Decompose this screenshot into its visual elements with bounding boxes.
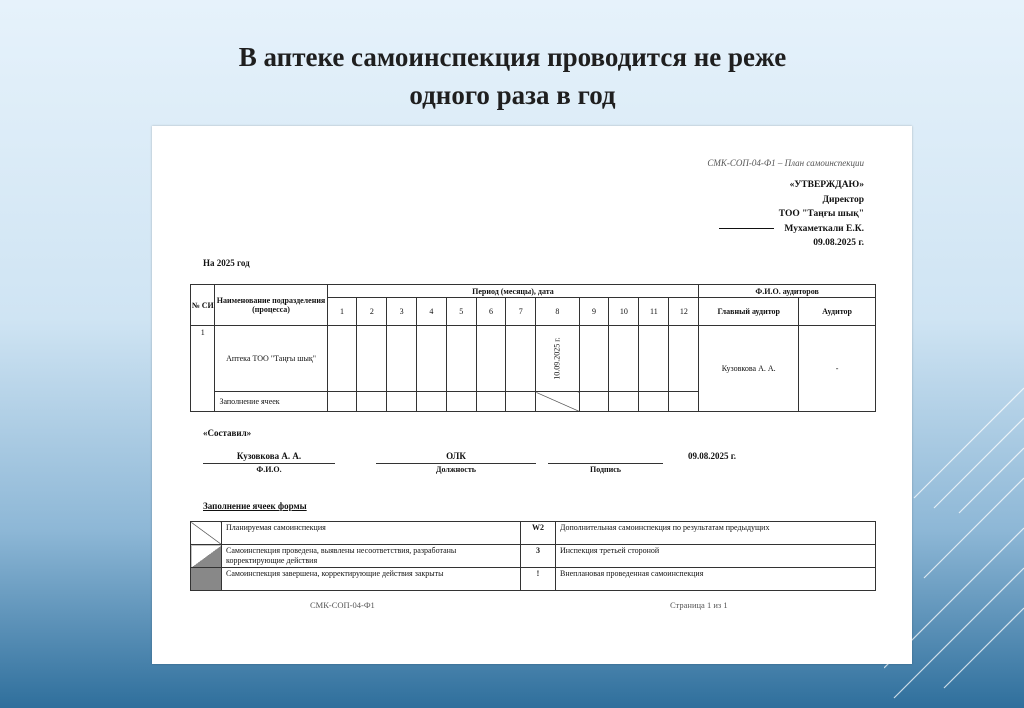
signature-position: ОЛК bbox=[376, 449, 536, 464]
legend-swatch-planned bbox=[191, 522, 222, 545]
signature-date: 09.08.2025 г. bbox=[687, 451, 737, 461]
approval-block bbox=[719, 178, 864, 251]
month-header: 3 bbox=[387, 298, 417, 326]
legend-text: Планируемая самоинспекция bbox=[222, 522, 521, 545]
header-lead-auditor: Главный аудитор bbox=[699, 298, 799, 326]
legend-table bbox=[190, 521, 876, 591]
approval-date: 09.08.2025 г. bbox=[813, 238, 864, 248]
document-page bbox=[152, 126, 912, 664]
fill-cell bbox=[476, 392, 506, 412]
fill-cell bbox=[579, 392, 609, 412]
legend-text: Инспекция третьей стороной bbox=[556, 545, 876, 568]
fill-cell bbox=[506, 392, 536, 412]
approval-signatory bbox=[719, 222, 864, 237]
month-cell bbox=[506, 326, 536, 392]
fill-cell bbox=[327, 392, 357, 412]
row-lead-auditor: Кузовкова А. А. bbox=[699, 326, 799, 412]
month-cell bbox=[609, 326, 639, 392]
month-header: 7 bbox=[506, 298, 536, 326]
fill-cell bbox=[417, 392, 447, 412]
month-header: 2 bbox=[357, 298, 387, 326]
legend-mark: ! bbox=[521, 568, 556, 591]
inspection-date: 10.09.2025 г. bbox=[552, 337, 562, 380]
legend-swatch-nonconformities bbox=[191, 545, 222, 568]
plan-year: На 2025 год bbox=[203, 258, 250, 268]
signature-name: Кузовкова А. А. bbox=[203, 449, 335, 464]
header-num: № СИ bbox=[191, 285, 215, 326]
plan-table bbox=[190, 284, 876, 412]
slide-title-line-1: В аптеке самоинспекция проводится не реже bbox=[238, 42, 787, 72]
footer-code: СМК-СОП-04-Ф1 bbox=[310, 600, 375, 610]
signature-sign-block bbox=[548, 449, 663, 476]
approval-header: «УТВЕРЖДАЮ» bbox=[789, 180, 864, 190]
signature-position-label: Должность bbox=[435, 465, 476, 474]
row-number: 1 bbox=[191, 326, 215, 412]
header-auditors: Ф.И.О. аудиторов bbox=[699, 285, 876, 298]
signature-date-block bbox=[672, 449, 752, 463]
fill-cell bbox=[446, 392, 476, 412]
fill-cell-planned-mark bbox=[536, 392, 579, 412]
legend-mark: 3 bbox=[521, 545, 556, 568]
composed-label: «Составил» bbox=[203, 428, 252, 438]
header-auditor: Аудитор bbox=[799, 298, 876, 326]
approval-name: Мухаметкали Е.К. bbox=[784, 223, 864, 234]
row-unit: Аптека ТОО "Таңғы шық" bbox=[215, 326, 327, 392]
month-header: 8 bbox=[536, 298, 579, 326]
header-unit: Наименование подразделения (процесса) bbox=[215, 285, 327, 326]
signature-name-block bbox=[203, 449, 335, 476]
month-cell bbox=[446, 326, 476, 392]
legend-text: Самоинспекция проведена, выявлены несоответствия, разработаны корректирующие действия bbox=[222, 545, 521, 568]
month-cell bbox=[327, 326, 357, 392]
legend-text: Самоинспекция завершена, корректирующие действия закрыты bbox=[222, 568, 521, 591]
header-period: Период (месяцы), дата bbox=[327, 285, 699, 298]
month-header: 9 bbox=[579, 298, 609, 326]
month-header: 6 bbox=[476, 298, 506, 326]
legend-text: Внеплановая проведенная самоинспекция bbox=[556, 568, 876, 591]
fill-cell bbox=[639, 392, 669, 412]
month-cell bbox=[476, 326, 506, 392]
month-cell bbox=[669, 326, 699, 392]
fill-cell bbox=[669, 392, 699, 412]
approval-org: ТОО "Таңғы шық" bbox=[778, 209, 864, 219]
signature-position-block bbox=[376, 449, 536, 476]
slide-title-line-2: одного раза в год bbox=[409, 80, 616, 110]
signature-sign bbox=[548, 449, 663, 464]
month-header: 1 bbox=[327, 298, 357, 326]
month-cell bbox=[357, 326, 387, 392]
footer-page: Страница 1 из 1 bbox=[670, 600, 728, 610]
month-header: 5 bbox=[446, 298, 476, 326]
legend-title: Заполнение ячеек формы bbox=[203, 501, 307, 511]
month-cell bbox=[417, 326, 447, 392]
approval-position: Директор bbox=[822, 194, 864, 205]
legend-text: Дополнительная самоинспекция по результатам предыдущих bbox=[556, 522, 876, 545]
month-header: 11 bbox=[639, 298, 669, 326]
fill-label: Заполнение ячеек bbox=[215, 392, 327, 412]
month-cell bbox=[639, 326, 669, 392]
month-cell-august bbox=[536, 326, 579, 392]
slide-title bbox=[150, 38, 875, 114]
month-header: 10 bbox=[609, 298, 639, 326]
legend-mark: W2 bbox=[521, 522, 556, 545]
month-header: 12 bbox=[669, 298, 699, 326]
month-cell bbox=[387, 326, 417, 392]
row-auditor: - bbox=[799, 326, 876, 412]
fill-cell bbox=[609, 392, 639, 412]
month-cell bbox=[579, 326, 609, 392]
signature-sign-label: Подпись bbox=[589, 465, 622, 474]
legend-swatch-completed bbox=[191, 568, 222, 591]
signature-name-label: Ф.И.О. bbox=[256, 465, 282, 474]
fill-cell bbox=[357, 392, 387, 412]
fill-cell bbox=[387, 392, 417, 412]
month-header: 4 bbox=[417, 298, 447, 326]
document-code: СМК-СОП-04-Ф1 – План самоинспекции bbox=[707, 158, 864, 168]
approval-signature-line bbox=[719, 228, 774, 229]
